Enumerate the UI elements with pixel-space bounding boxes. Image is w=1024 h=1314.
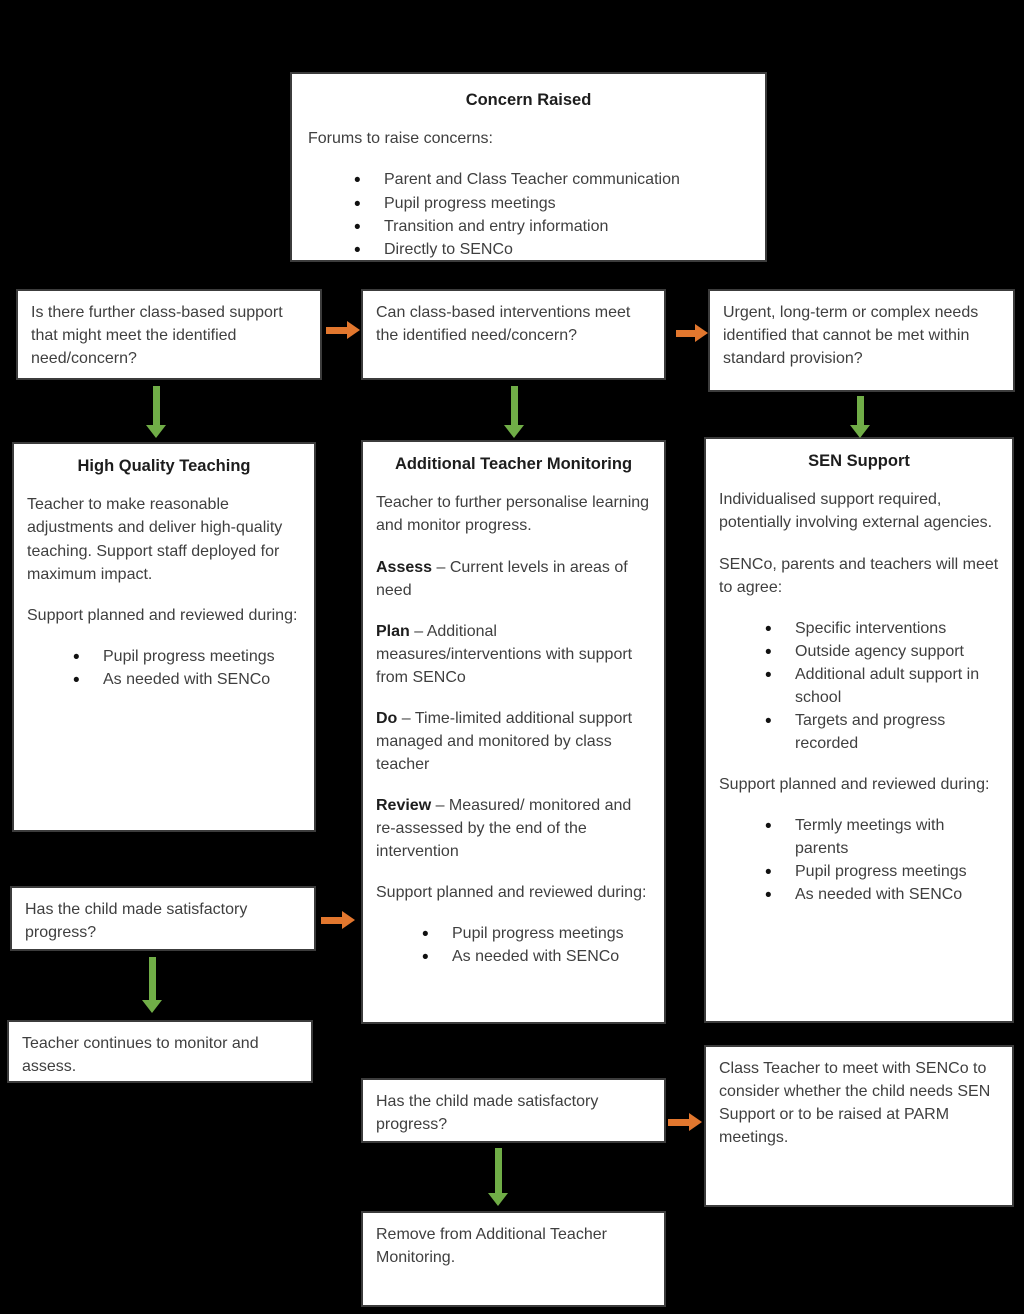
- atm-bullet-list: [376, 922, 651, 968]
- arrow-shaft: [668, 1119, 689, 1126]
- arrow-head: [342, 911, 355, 929]
- bullet-item: • Additional adult support in school: [765, 663, 999, 709]
- teacher-continues-box: [7, 1020, 313, 1083]
- additional-teacher-monitoring-box: [361, 440, 666, 1024]
- question-interventions-box: [361, 289, 666, 380]
- remove-atm-box: [361, 1211, 666, 1307]
- arrow-right-icon-progress-to-atm: [321, 911, 355, 929]
- bullet-item: • As needed with SENCo: [765, 883, 999, 906]
- atm-item-lead: Plan: [376, 622, 410, 640]
- question-text: Is there further class-based support that might meet the identified need/concern?: [31, 304, 283, 368]
- bullet-item: • Pupil progress meetings: [354, 192, 749, 215]
- question-urgent-needs-box: [708, 289, 1015, 392]
- question-class-support-box: [16, 289, 322, 380]
- arrow-head: [488, 1193, 508, 1206]
- arrow-head: [347, 321, 360, 339]
- bullet-item: • Outside agency support: [765, 640, 999, 663]
- bullet-item: • Pupil progress meetings: [73, 645, 301, 668]
- atm-item-lead: Do: [376, 709, 398, 727]
- atm-title: Additional Teacher Monitoring: [394, 455, 633, 473]
- arrow-shaft: [153, 386, 160, 425]
- arrow-right-icon-q2-to-q3: [676, 324, 708, 342]
- bullet-item: • Transition and entry information: [354, 215, 749, 238]
- arrow-shaft: [495, 1148, 502, 1193]
- bullet-item: • Specific interventions: [765, 617, 999, 640]
- hqt-bullet-list: [27, 645, 301, 691]
- arrow-right-icon-q1-to-q2: [326, 321, 360, 339]
- bullet-item: • Termly meetings with parents: [765, 814, 999, 860]
- atm-item-lead: Review: [376, 796, 432, 814]
- bullet-item: • Parent and Class Teacher communication: [354, 168, 749, 191]
- arrow-down-icon-q2-to-atm: [504, 386, 524, 438]
- atm-review-paragraph: Support planned and reviewed during:: [376, 883, 647, 901]
- arrow-head: [695, 324, 708, 342]
- concern-raised-intro: Forums to raise concerns:: [308, 130, 493, 148]
- statement-text: Remove from Additional Teacher Monitoring.: [376, 1226, 607, 1267]
- hqt-paragraph: Teacher to make reasonable adjustments and deliver high-quality teaching. Support staff deployed for maximum impact.: [27, 496, 283, 583]
- sen-agree-bullet-list: [719, 617, 999, 755]
- atm-intro: Teacher to further personalise learning and monitor progress.: [376, 494, 650, 535]
- sen-review-bullet-list: [719, 814, 999, 906]
- concern-raised-bullet-list: [308, 168, 749, 260]
- arrow-down-icon-progress-to-remove: [488, 1148, 508, 1206]
- atm-item-rest: – Current levels in areas of need: [376, 558, 628, 599]
- atm-item-rest: – Measured/ monitored and re-assessed by the end of the intervention: [376, 796, 632, 860]
- high-quality-teaching-box: [12, 442, 316, 832]
- question-text: Has the child made satisfactory progress?: [25, 901, 248, 942]
- arrow-down-icon-q1-to-hqt: [146, 386, 166, 438]
- hqt-paragraph: Support planned and reviewed during:: [27, 606, 298, 624]
- arrow-shaft: [321, 917, 342, 924]
- arrow-shaft: [326, 327, 347, 334]
- sen-support-title: SEN Support: [808, 452, 910, 470]
- arrow-shaft: [511, 386, 518, 425]
- arrow-head: [850, 425, 870, 438]
- atm-item-lead: Assess: [376, 558, 433, 576]
- atm-plan-item: [376, 620, 651, 689]
- arrow-shaft: [676, 330, 695, 337]
- question-text: Urgent, long-term or complex needs identified that cannot be met within standard provision?: [723, 304, 979, 368]
- atm-item-rest: – Time-limited additional support managed and monitored by class teacher: [376, 709, 633, 773]
- concern-raised-box: [290, 72, 767, 262]
- atm-item-rest: – Additional measures/interventions with support from SENCo: [376, 622, 633, 686]
- concern-raised-title: Concern Raised: [465, 91, 592, 109]
- arrow-shaft: [857, 396, 864, 425]
- bullet-item: • Targets and progress recorded: [765, 709, 999, 755]
- atm-review-item: [376, 794, 651, 863]
- question-text: Can class-based interventions meet the identified need/concern?: [376, 304, 631, 345]
- bullet-item: • Pupil progress meetings: [765, 860, 999, 883]
- arrow-down-icon-progress-to-monitor: [142, 957, 162, 1013]
- atm-assess-item: [376, 556, 651, 602]
- atm-do-item: [376, 707, 651, 776]
- class-teacher-senco-box: [704, 1045, 1014, 1207]
- arrow-shaft: [149, 957, 156, 1000]
- arrow-head: [146, 425, 166, 438]
- bullet-item: • As needed with SENCo: [73, 668, 301, 691]
- question-progress-mid-box: [361, 1078, 666, 1143]
- bullet-item: • Directly to SENCo: [354, 238, 749, 261]
- arrow-right-icon-progress-to-senco: [668, 1113, 702, 1131]
- high-quality-teaching-title: High Quality Teaching: [77, 457, 251, 475]
- bullet-item: • As needed with SENCo: [422, 945, 651, 968]
- question-progress-left-box: [10, 886, 316, 951]
- bullet-item: • Pupil progress meetings: [422, 922, 651, 945]
- statement-text: Teacher continues to monitor and assess.: [22, 1035, 259, 1076]
- sen-support-box: [704, 437, 1014, 1023]
- sen-paragraph: Support planned and reviewed during:: [719, 775, 990, 793]
- arrow-head: [689, 1113, 702, 1131]
- sen-paragraph: Individualised support required, potentially involving external agencies.: [719, 491, 993, 532]
- sen-paragraph: SENCo, parents and teachers will meet to agree:: [719, 555, 999, 596]
- arrow-head: [504, 425, 524, 438]
- question-text: Has the child made satisfactory progress?: [376, 1093, 599, 1134]
- arrow-head: [142, 1000, 162, 1013]
- arrow-down-icon-q3-to-sen: [850, 396, 870, 438]
- statement-text: Class Teacher to meet with SENCo to consider whether the child needs SEN Support or to be raised at PARM meetings.: [719, 1060, 991, 1147]
